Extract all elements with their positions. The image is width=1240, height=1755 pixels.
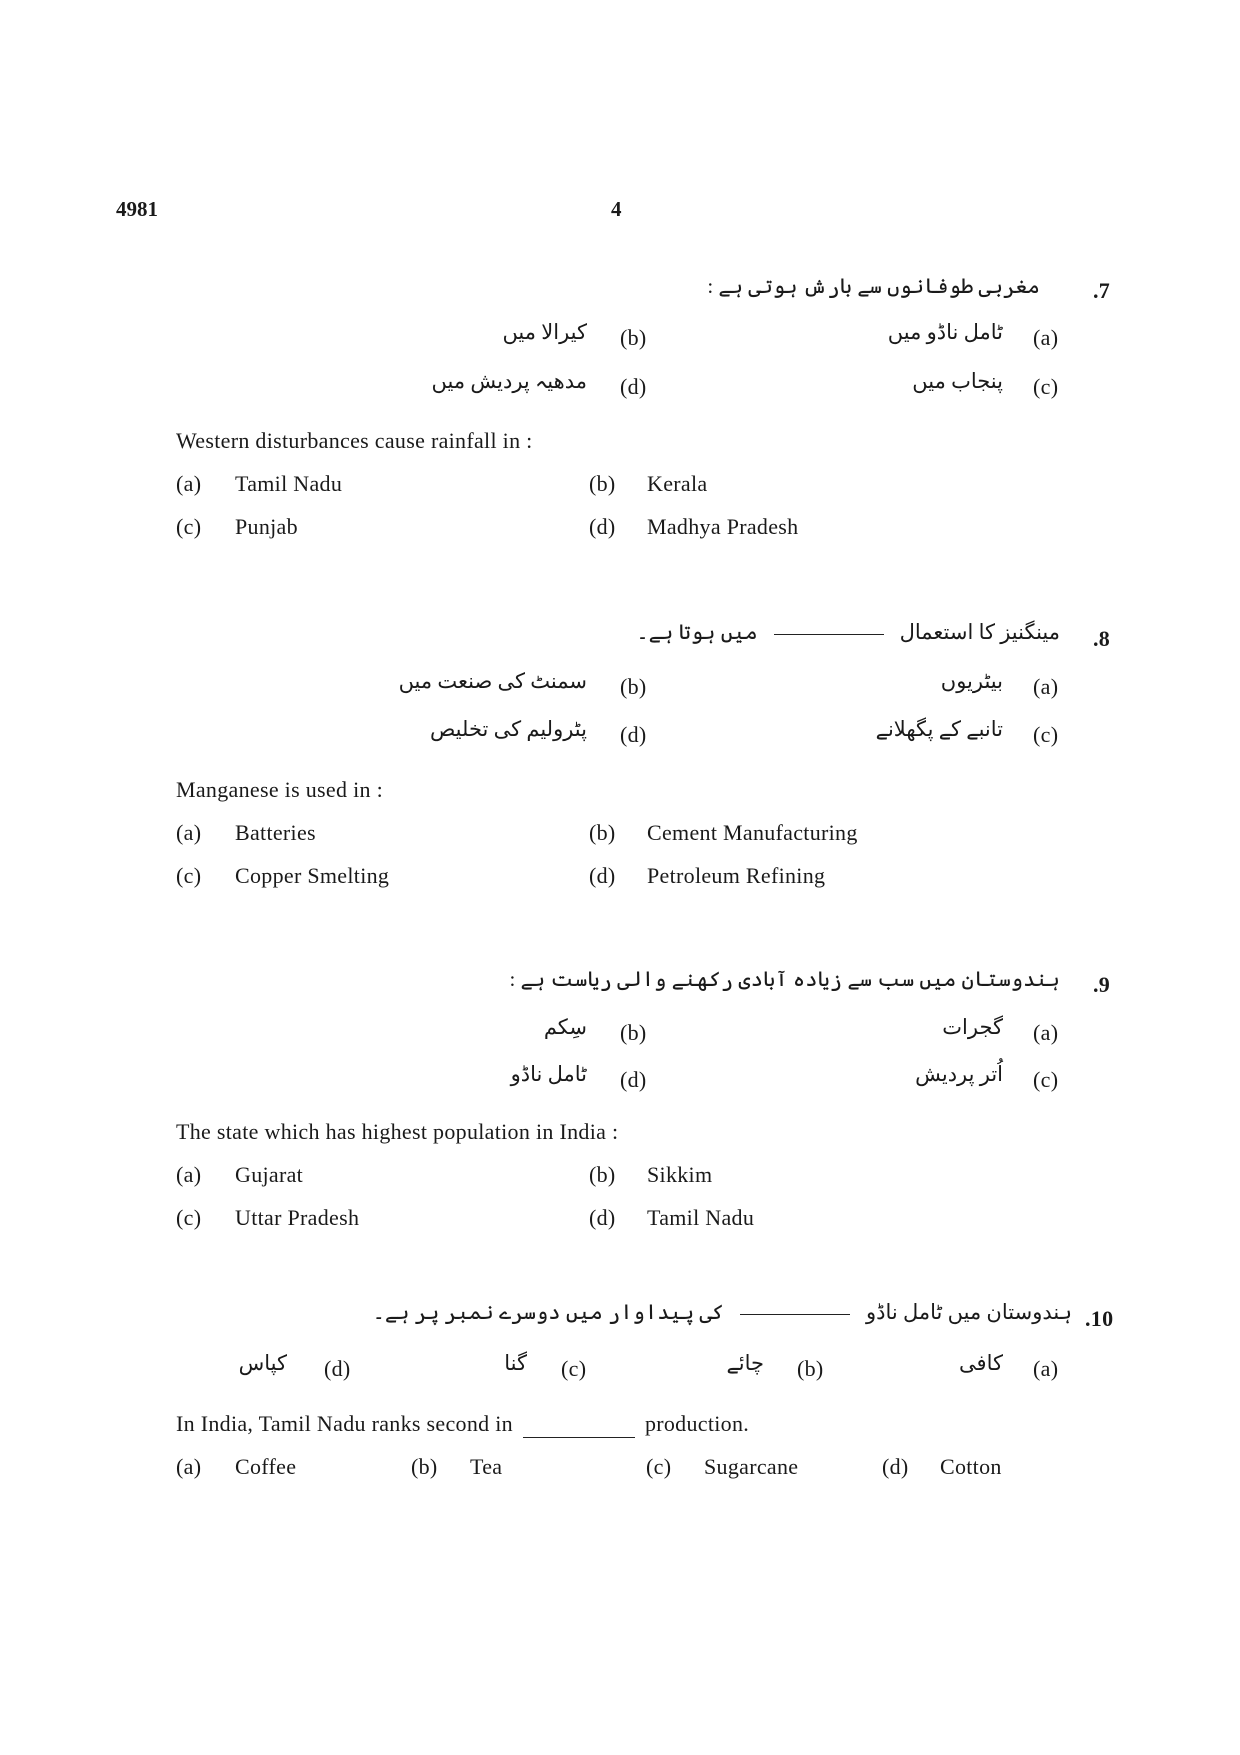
option-a: Tamil Nadu <box>235 471 343 496</box>
option-letter: (d) <box>589 514 616 539</box>
urdu-option-letter: (d) <box>620 374 647 399</box>
urdu-option-b: چائے <box>726 1351 764 1375</box>
urdu-option-letter: (d) <box>620 1067 647 1092</box>
option-letter: (c) <box>176 514 202 539</box>
question-number: .10 <box>1085 1306 1114 1331</box>
option-b: Sikkim <box>647 1162 713 1187</box>
english-stem-before: In India, Tamil Nadu ranks second in <box>176 1411 513 1436</box>
urdu-stem <box>373 1300 1072 1325</box>
urdu-stem-before: ہندوستان میں ٹامل ناڈو <box>865 1300 1072 1324</box>
urdu-option-letter: (b) <box>620 1020 647 1045</box>
option-c: Punjab <box>235 514 298 539</box>
english-stem: Manganese is used in : <box>176 777 384 802</box>
urdu-option-c: اُتر پردیش <box>915 1062 1003 1086</box>
option-letter: (b) <box>411 1454 438 1479</box>
option-c: Uttar Pradesh <box>235 1205 360 1230</box>
urdu-option-c: پنجاب میں <box>912 369 1003 393</box>
option-a: Batteries <box>235 820 316 845</box>
option-d: Madhya Pradesh <box>647 514 799 539</box>
question-number: .8 <box>1093 626 1111 651</box>
option-b: Tea <box>470 1454 503 1479</box>
option-letter: (c) <box>176 863 202 888</box>
option-letter: (b) <box>589 820 616 845</box>
urdu-option-a: گجرات <box>942 1015 1003 1039</box>
urdu-stem-after: میں ہوتا ہے۔ <box>636 620 758 644</box>
option-c: Sugarcane <box>704 1454 799 1479</box>
urdu-option-b: کیرالا میں <box>502 320 587 344</box>
urdu-stem: مغربی طوفانوں سے بارش ہوتی ہے : <box>707 274 1040 298</box>
question-number: .7 <box>1093 278 1111 303</box>
answer-blank <box>740 1313 850 1315</box>
urdu-option-letter: (b) <box>620 674 647 699</box>
option-d: Petroleum Refining <box>647 863 826 888</box>
urdu-option-d: کپاس <box>238 1351 287 1375</box>
option-letter: (a) <box>176 1454 202 1479</box>
urdu-stem <box>636 620 1060 645</box>
urdu-option-a: بیٹریوں <box>940 669 1003 693</box>
option-letter: (c) <box>176 1205 202 1230</box>
urdu-option-letter: (b) <box>620 325 647 350</box>
urdu-stem-after: کی پیداوار میں دوسرے نمبر پر ہے۔ <box>372 1300 724 1324</box>
urdu-option-letter: (c) <box>1033 374 1059 399</box>
option-c: Copper Smelting <box>235 863 390 888</box>
urdu-option-letter: (d) <box>324 1356 351 1381</box>
question-number: .9 <box>1093 972 1111 997</box>
paper-code: 4981 <box>116 197 158 221</box>
option-letter: (d) <box>589 863 616 888</box>
option-d: Tamil Nadu <box>647 1205 755 1230</box>
urdu-option-a: ٹامل ناڈو میں <box>887 320 1003 344</box>
urdu-option-letter: (c) <box>1033 722 1059 747</box>
urdu-option-d: مدھیہ پردیش میں <box>431 369 587 393</box>
option-letter: (c) <box>646 1454 672 1479</box>
urdu-stem-before: مینگنیز کا استعمال <box>899 620 1060 644</box>
urdu-option-d: ٹامل ناڈو <box>510 1062 587 1086</box>
answer-blank <box>774 633 884 635</box>
urdu-option-c: گنا <box>504 1351 527 1375</box>
option-letter: (d) <box>882 1454 909 1479</box>
english-stem <box>176 1411 749 1438</box>
urdu-option-letter: (b) <box>797 1356 824 1381</box>
urdu-option-c: تانبے کے پگھلانے <box>875 717 1003 741</box>
english-stem-after: production. <box>644 1411 750 1436</box>
urdu-stem: ہندوستان میں سب سے زیادہ آبادی رکھنے والی ریاست ہے : <box>509 967 1060 991</box>
urdu-option-letter: (a) <box>1033 674 1059 699</box>
option-letter: (a) <box>176 1162 202 1187</box>
option-letter: (a) <box>176 471 202 496</box>
option-letter: (b) <box>589 1162 616 1187</box>
urdu-option-b: سمنٹ کی صنعت میں <box>398 669 587 693</box>
urdu-option-letter: (c) <box>1033 1067 1059 1092</box>
answer-blank <box>523 1411 635 1438</box>
urdu-option-letter: (a) <box>1033 1356 1059 1381</box>
urdu-option-letter: (d) <box>620 722 647 747</box>
page-number: 4 <box>611 197 622 221</box>
option-d: Cotton <box>940 1454 1002 1479</box>
english-stem: Western disturbances cause rainfall in : <box>176 428 533 453</box>
urdu-option-b: سِکم <box>543 1015 587 1039</box>
urdu-option-letter: (a) <box>1033 325 1059 350</box>
option-letter: (b) <box>589 471 616 496</box>
option-letter: (a) <box>176 820 202 845</box>
option-a: Gujarat <box>235 1162 304 1187</box>
urdu-option-a: کافی <box>959 1351 1003 1375</box>
option-b: Cement Manufacturing <box>647 820 858 845</box>
urdu-option-letter: (a) <box>1033 1020 1059 1045</box>
urdu-option-letter: (c) <box>561 1356 587 1381</box>
option-letter: (d) <box>589 1205 616 1230</box>
english-stem: The state which has highest population in India : <box>176 1119 619 1144</box>
option-b: Kerala <box>647 471 708 496</box>
option-a: Coffee <box>235 1454 297 1479</box>
urdu-option-d: پٹرولیم کی تخلیص <box>429 717 587 741</box>
